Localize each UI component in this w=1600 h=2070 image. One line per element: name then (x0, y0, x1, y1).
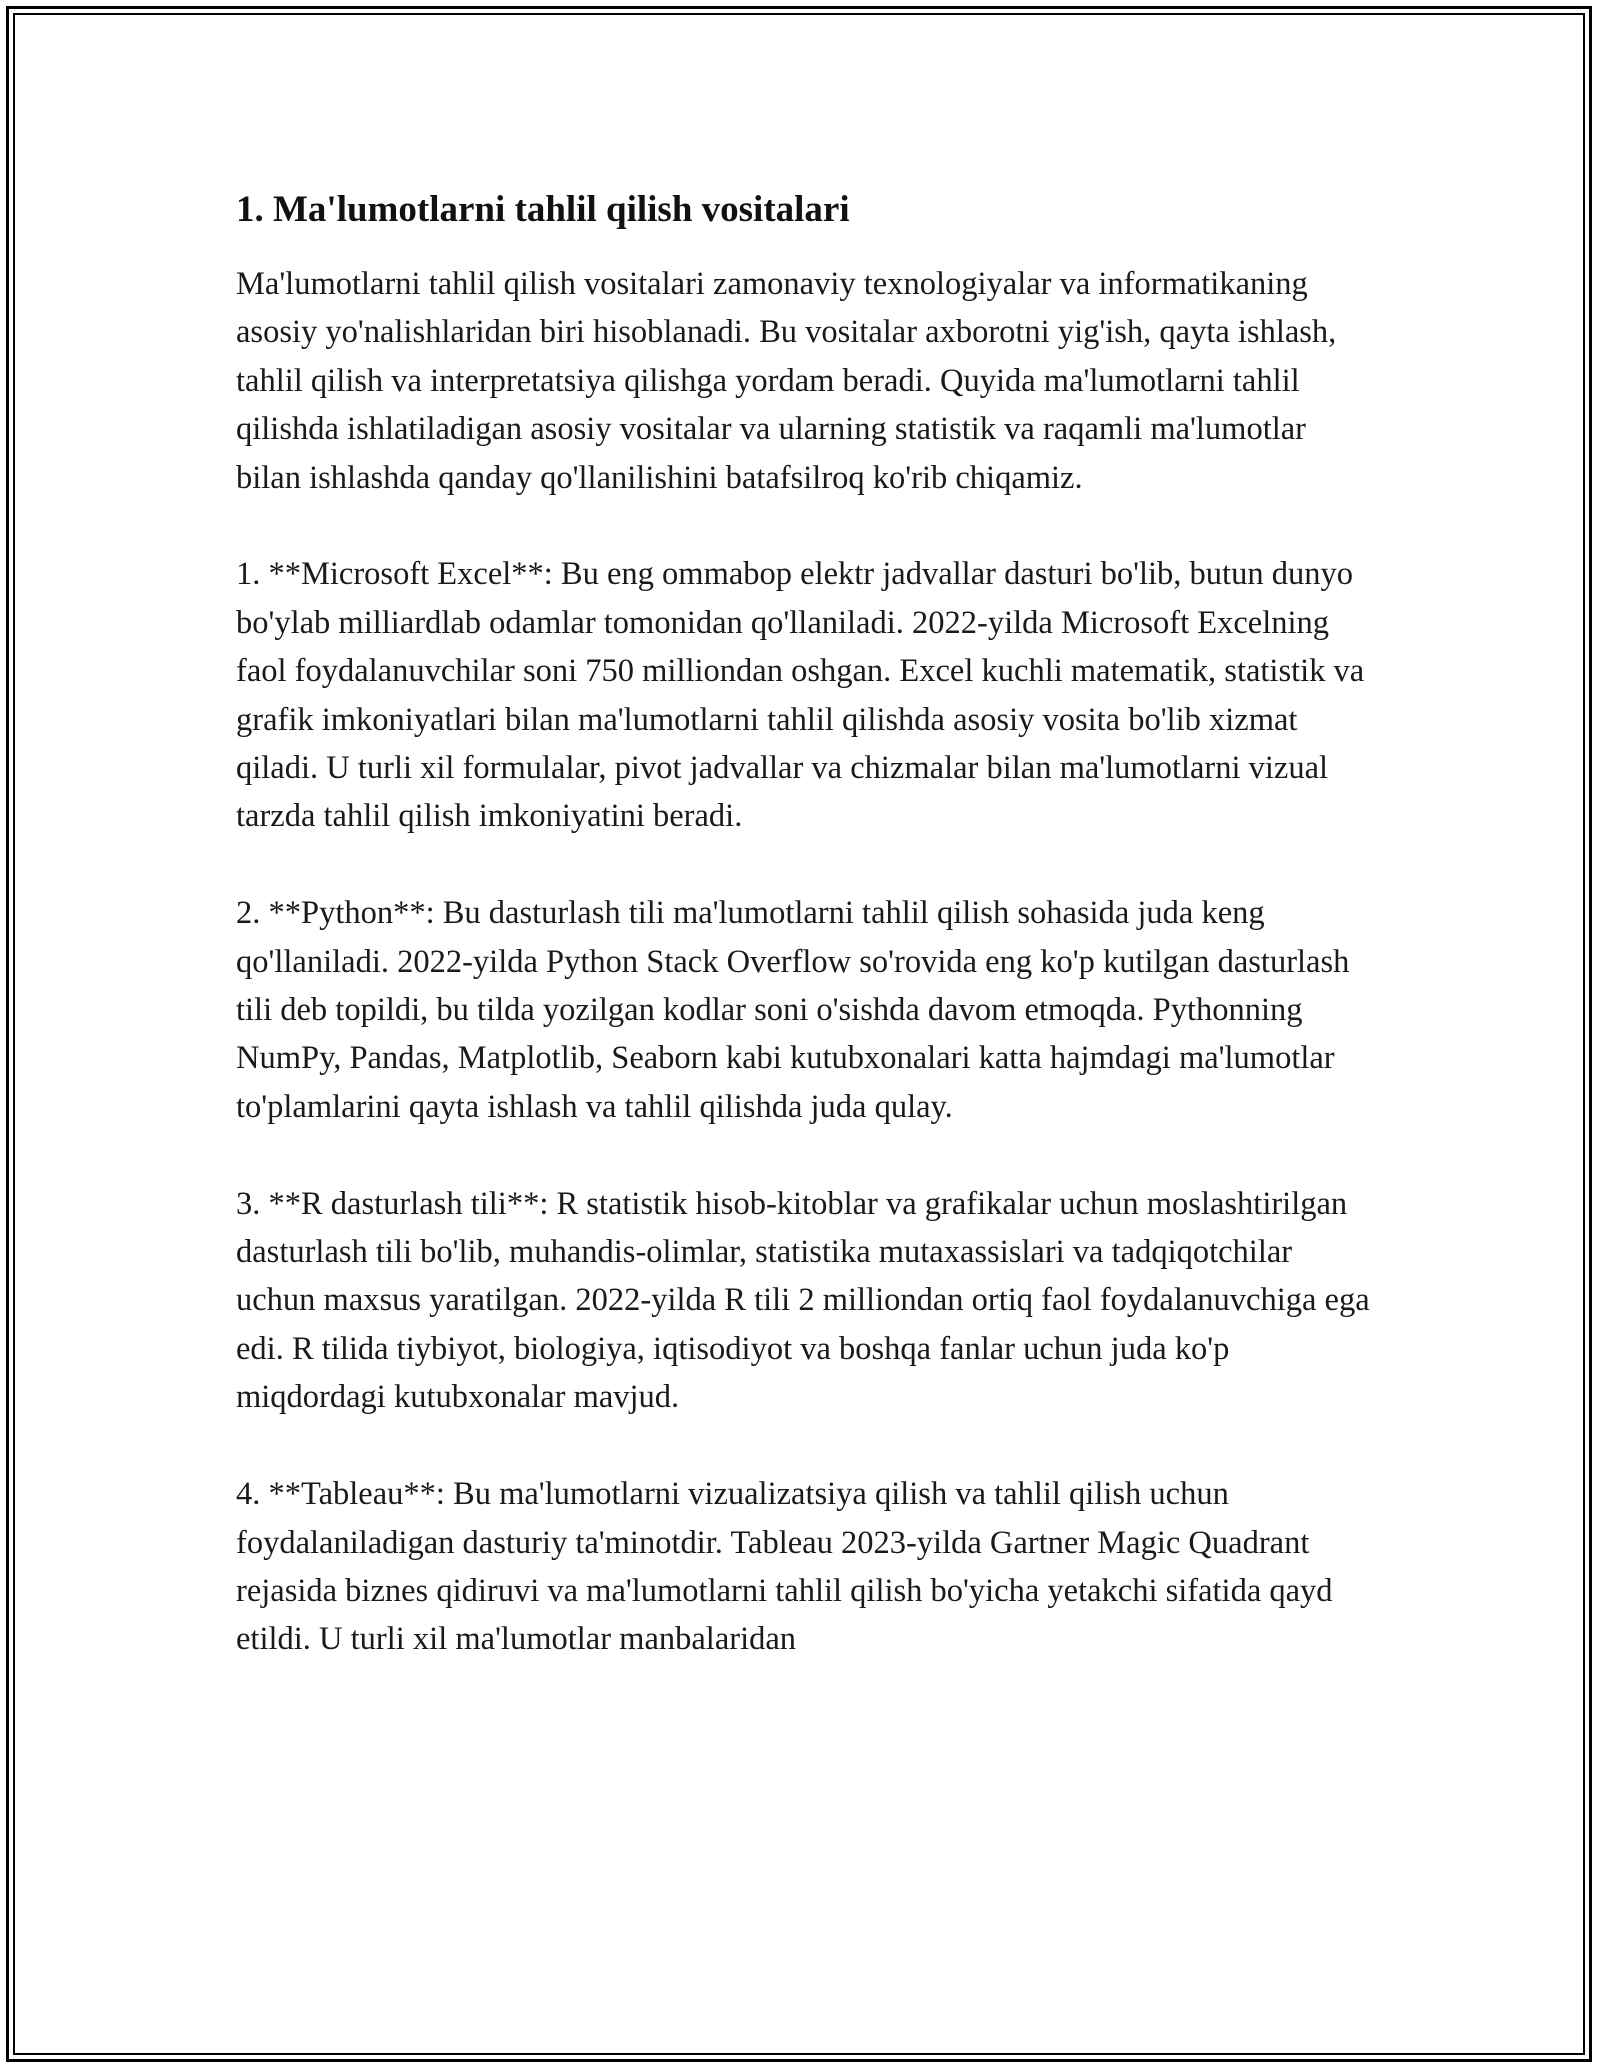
section-heading: 1. Ma'lumotlarni tahlil qilish vositalari (236, 189, 850, 230)
document-body (236, 186, 1370, 1664)
tableau-paragraph: 4. **Tableau**: Bu ma'lumotlarni vizualizatsiya qilish va tahlil qilish uchun foydalaniladigan dasturiy ta'minotdir. Tableau 2023-yilda Gartner Magic Quadrant rejasida biznes qidiruvi va ma'lumotlarni tahlil qilish bo'yicha yetakchi sifatida qayd etildi. U turli xil ma'lumotlar manbalaridan (236, 1476, 1333, 1658)
intro-paragraph: Ma'lumotlarni tahlil qilish vositalari zamonaviy texnologiyalar va informatikaning asosiy yo'nalishlaridan biri hisoblanadi. Bu vositalar axborotni yig'ish, qayta ishlash, tahlil qilish va interpretatsiya qilishga yordam beradi. Quyida ma'lumotlarni tahlil qilishda ishlatiladigan asosiy vositalar va ularning statistik va raqamli ma'lumotlar bilan ishlashda qanday qo'llanilishini batafsilroq ko'rib chiqamiz. (236, 266, 1337, 496)
python-paragraph: 2. **Python**: Bu dasturlash tili ma'lumotlarni tahlil qilish sohasida juda keng qo'llaniladi. 2022-yilda Python Stack Overflow so'rovida eng ko'p kutilgan dasturlash tili deb topildi, bu tilda yozilgan kodlar soni o'sishda davom etmoqda. Pythonning NumPy, Pandas, Matplotlib, Seaborn kabi kutubxonalari katta hajmdagi ma'lumotlar to'plamlarini qayta ishlash va tahlil qilishda juda qulay. (236, 895, 1350, 1125)
excel-paragraph: 1. **Microsoft Excel**: Bu eng ommabop elektr jadvallar dasturi bo'lib, butun dunyo bo'ylab milliardlab odamlar tomonidan qo'llaniladi. 2022-yilda Microsoft Excelning faol foydalanuvchilar soni 750 milliondan oshgan. Excel kuchli matematik, statistik va grafik imkoniyatlari bilan ma'lumotlarni tahlil qilishda asosiy vosita bo'lib xizmat qiladi. U turli xil formulalar, pivot jadvallar va chizmalar bilan ma'lumotlarni vizual tarzda tahlil qilish imkoniyatini beradi. (236, 556, 1365, 835)
r-language-paragraph: 3. **R dasturlash tili**: R statistik hisob-kitoblar va grafikalar uchun moslashtirilgan dasturlash tili bo'lib, muhandis-olimlar, statistika mutaxassislari va tadqiqotchilar uchun maxsus yaratilgan. 2022-yilda R tili 2 milliondan ortiq faol foydalanuvchiga ega edi. R tilida tiybiyot, biologiya, iqtisodiyot va boshqa fanlar uchun juda ko'p miqdordagi kutubxonalar mavjud. (236, 1185, 1370, 1416)
